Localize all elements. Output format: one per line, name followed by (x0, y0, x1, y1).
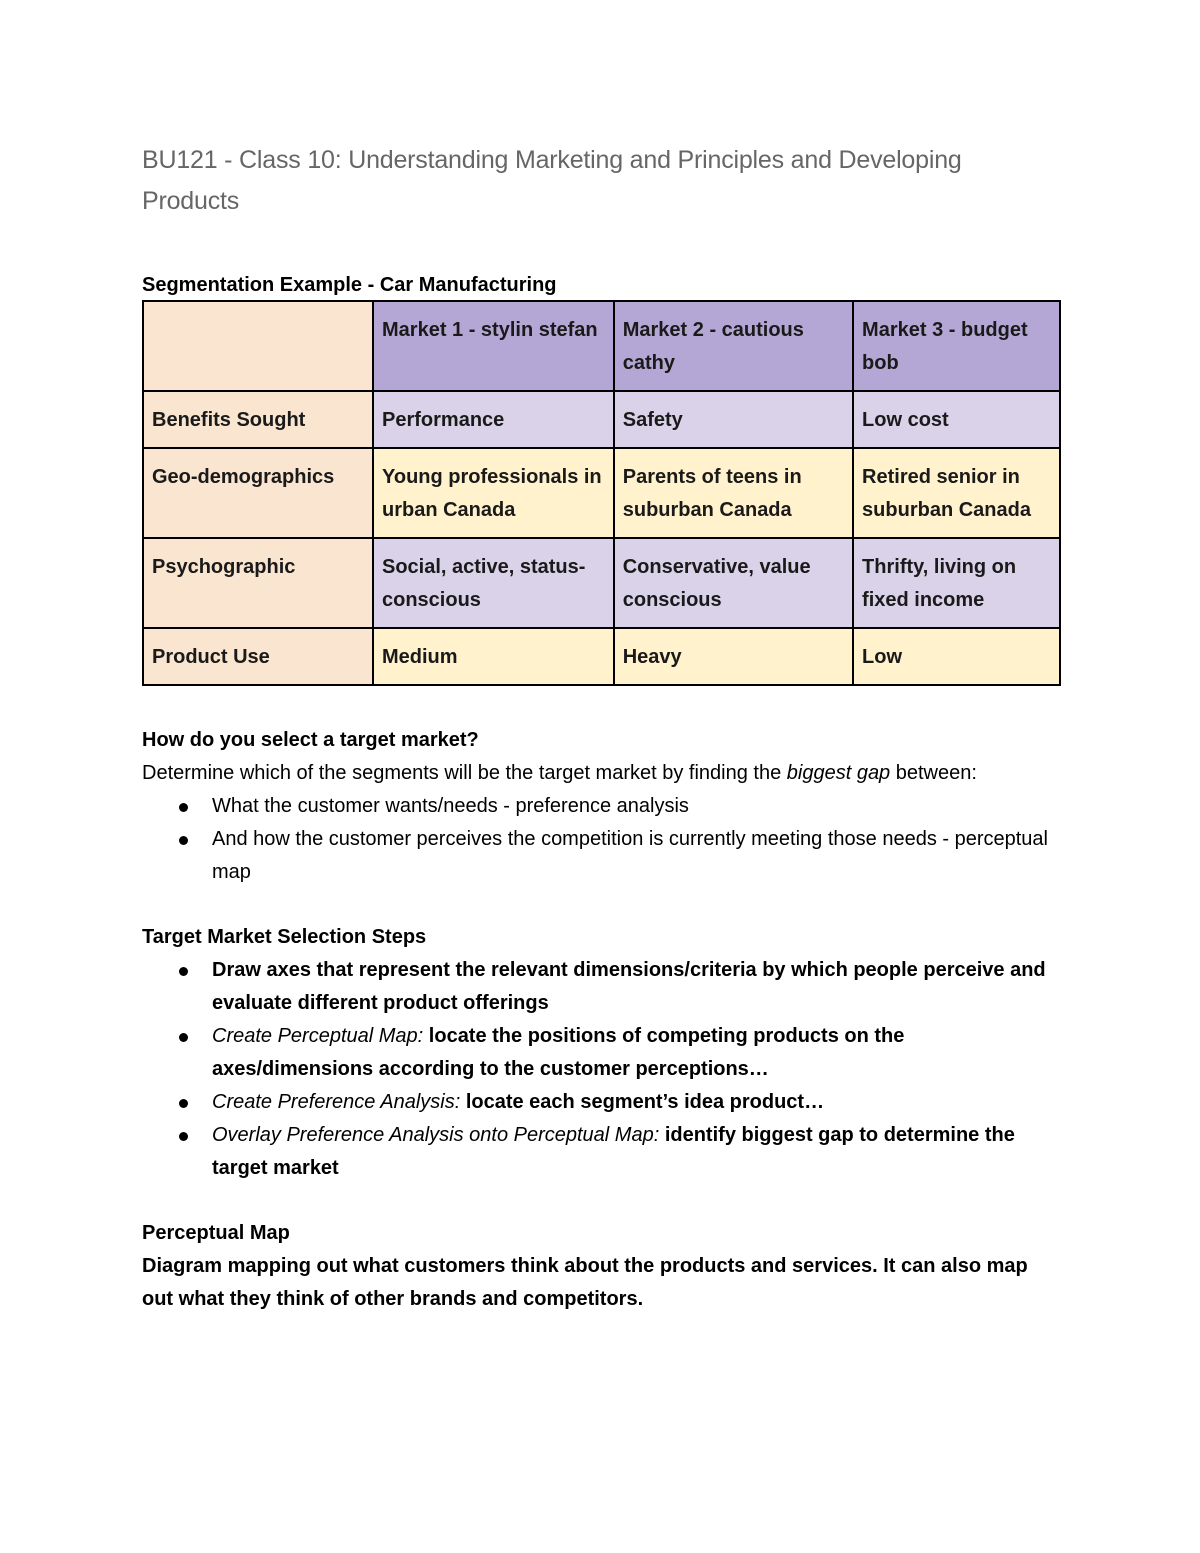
table-cell: Low (853, 628, 1060, 685)
table-cell: Thrifty, living on fixed income (853, 538, 1060, 628)
header-market-2: Market 2 - cautious cathy (614, 301, 853, 391)
intro-text-before: Determine which of the segments will be the target market by finding the (142, 762, 787, 784)
list-item (142, 1119, 1062, 1185)
table-cell: Safety (614, 391, 853, 448)
row-label: Psychographic (143, 538, 373, 628)
select-target-bullets (142, 790, 1062, 889)
table-row (143, 628, 1060, 685)
document-title: BU121 - Class 10: Understanding Marketing and Principles and Developing Products (142, 146, 962, 215)
steps-list (142, 954, 1062, 1185)
list-item (142, 823, 1062, 889)
header-market-1: Market 1 - stylin stefan (373, 301, 614, 391)
perceptual-map-heading: Perceptual Map (142, 1222, 290, 1244)
select-target-heading: How do you select a target market? (142, 729, 479, 751)
document-page (142, 140, 1062, 1316)
list-item-text: And how the customer perceives the competition is currently meeting those needs - perceptual map (212, 828, 1048, 883)
row-label: Product Use (143, 628, 373, 685)
bullet-icon (179, 1132, 188, 1141)
table-caption: Segmentation Example - Car Manufacturing (142, 274, 557, 296)
bullet-icon (179, 803, 188, 812)
table-cell: Medium (373, 628, 614, 685)
table-cell: Heavy (614, 628, 853, 685)
bullet-icon (179, 967, 188, 976)
intro-text-after: between: (890, 762, 977, 784)
table-cell: Low cost (853, 391, 1060, 448)
step-emphasis: Create Perceptual Map: (212, 1025, 424, 1047)
select-target-intro (142, 757, 1062, 790)
step-emphasis: Create Preference Analysis: (212, 1091, 461, 1113)
list-item (142, 954, 1062, 1020)
bullet-icon (179, 1099, 188, 1108)
row-label: Geo-demographics (143, 448, 373, 538)
table-cell: Parents of teens in suburban Canada (614, 448, 853, 538)
bullet-icon (179, 836, 188, 845)
perceptual-map-body: Diagram mapping out what customers think about the products and services. It can also map out what they think of other brands and competitors. (142, 1255, 1028, 1310)
list-item (142, 1086, 1062, 1119)
segmentation-table (142, 300, 1061, 686)
intro-text-emphasis: biggest gap (786, 762, 891, 784)
list-item-text: Draw axes that represent the relevant dimensions/criteria by which people perceive and evaluate different product offerings (212, 959, 1046, 1014)
table-row (143, 391, 1060, 448)
table-corner-cell (143, 301, 373, 391)
list-item-text: What the customer wants/needs - preference analysis (212, 795, 689, 817)
table-row (143, 448, 1060, 538)
row-label: Benefits Sought (143, 391, 373, 448)
table-cell: Young professionals in urban Canada (373, 448, 614, 538)
table-cell: Retired senior in suburban Canada (853, 448, 1060, 538)
step-emphasis: Overlay Preference Analysis onto Perceptual Map: (212, 1124, 660, 1146)
steps-heading: Target Market Selection Steps (142, 926, 427, 948)
list-item (142, 790, 1062, 823)
list-item (142, 1020, 1062, 1086)
bullet-icon (179, 1033, 188, 1042)
table-cell: Performance (373, 391, 614, 448)
list-item-text: locate the positions of competing products on the axes/dimensions according to the customer perceptions… (212, 1025, 905, 1080)
table-cell: Conservative, value conscious (614, 538, 853, 628)
list-item-text: locate each segment’s idea product… (460, 1091, 825, 1113)
table-cell: Social, active, status-conscious (373, 538, 614, 628)
header-market-3: Market 3 - budget bob (853, 301, 1060, 391)
table-header-row (143, 301, 1060, 391)
list-item-text: identify biggest gap to determine the target market (212, 1124, 1015, 1179)
table-row (143, 538, 1060, 628)
